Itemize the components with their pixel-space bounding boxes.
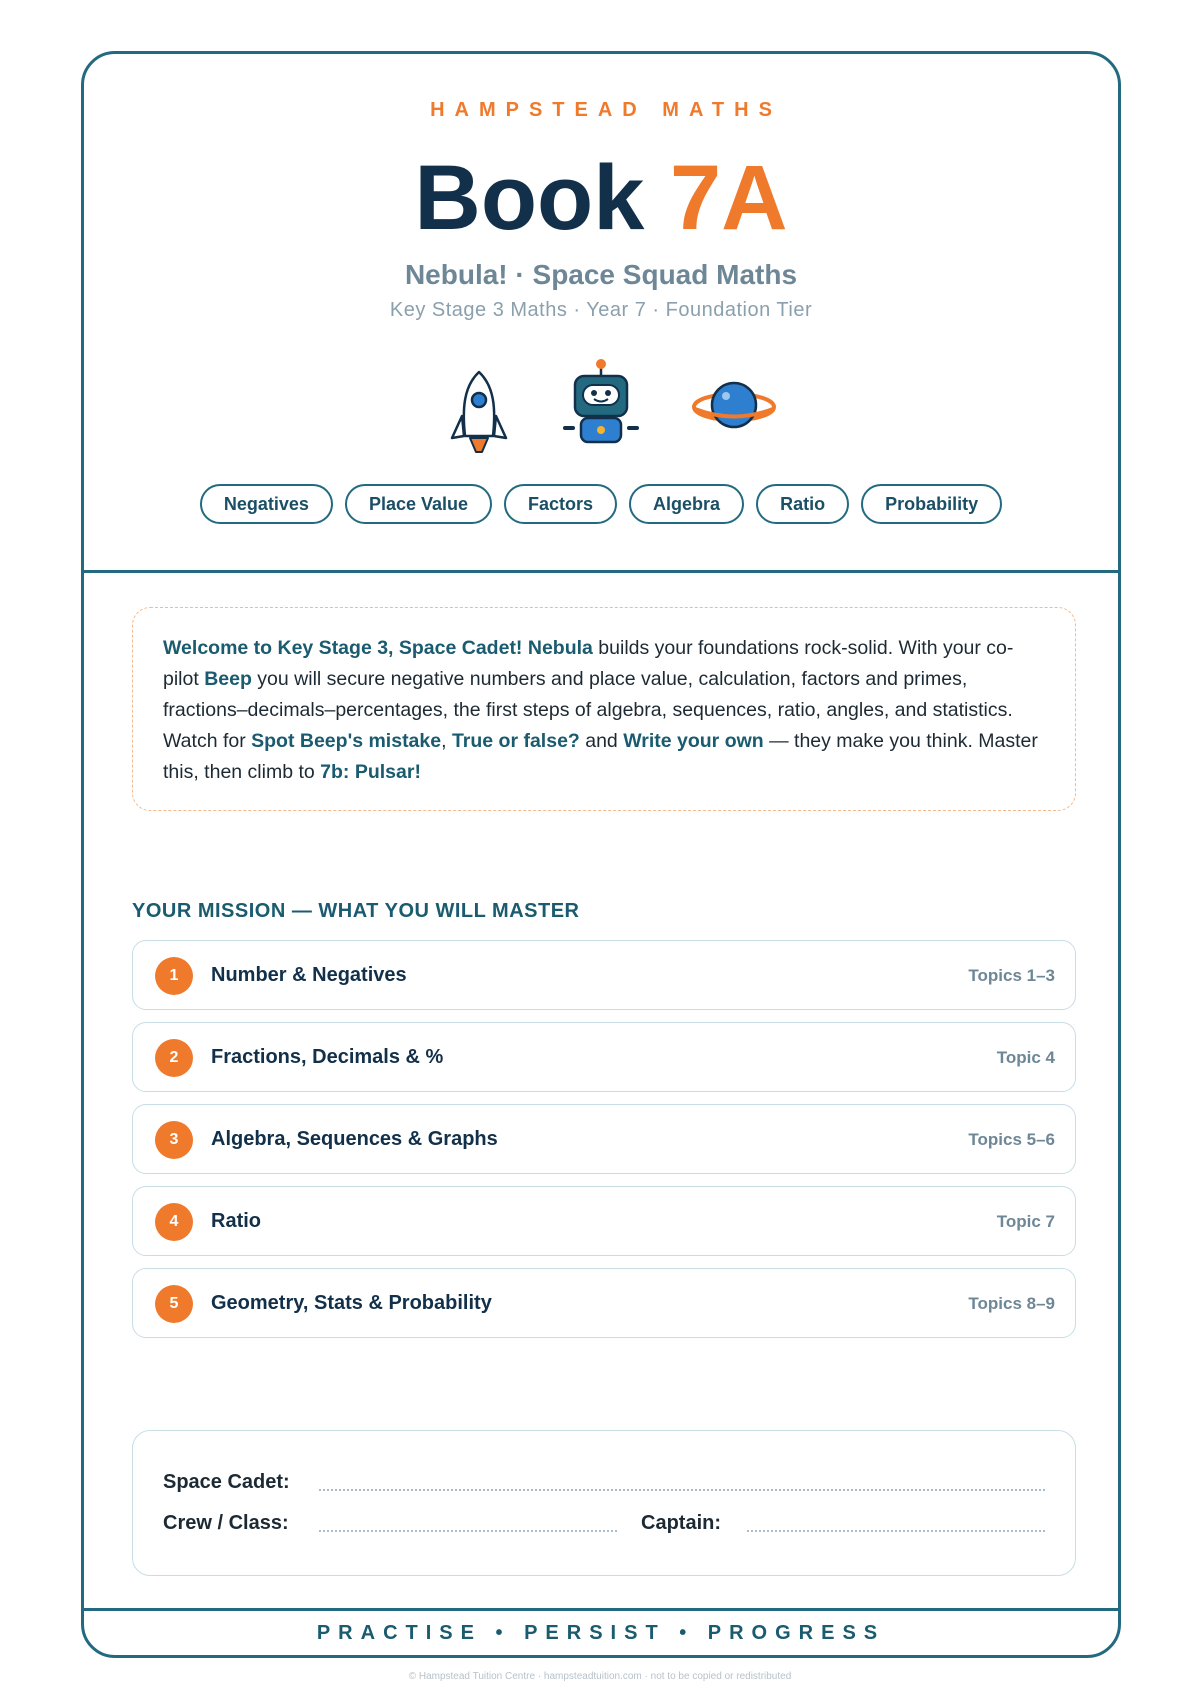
tag-algebra: Algebra [629,484,744,524]
footer-motto: PRACTISE • PERSIST • PROGRESS [316,1622,886,1644]
mission-item [132,1022,1076,1092]
mission-label: Geometry, Stats & Probability [211,1292,492,1314]
mission-label: Fractions, Decimals & % [211,1046,444,1068]
welcome-box [132,607,1076,811]
mission-topics: Topic 7 [996,1212,1055,1231]
captain-label: Captain: [641,1512,721,1534]
mission-topics: Topics 8–9 [968,1294,1055,1313]
hero-section [84,54,1118,570]
welcome-book-name: Nebula [527,637,593,659]
welcome-sep-1: , [441,730,452,752]
mission-item [132,940,1076,1010]
welcome-text-2: you will secure negative numbers and place value, calculation, factors and primes, fractions–decimals–percentages, the first steps of algebra, sequences, ratio, angles, and statistics. Watch for [163,668,1013,752]
welcome-feature-2: True or false? [451,730,580,752]
tag-probability: Probability [861,484,1002,524]
mission-number: 1 [155,957,193,995]
crew-write-line[interactable] [319,1530,617,1532]
book-word: Book [414,147,645,249]
divider-bottom [84,1608,1118,1611]
welcome-text-1: builds your foundations rock-solid. With your co-pilot [163,637,1014,690]
mission-title: YOUR MISSION — WHAT YOU WILL MASTER [132,900,580,922]
mission-item [132,1186,1076,1256]
book-code: 7A [669,147,788,249]
tag-ratio: Ratio [756,484,849,524]
welcome-feature-1: Spot Beep's mistake [251,730,442,752]
mission-number: 2 [155,1039,193,1077]
welcome-greeting: Welcome to Key Stage 3, Space Cadet! [163,637,523,659]
book-subtitle: Nebula! · Space Squad Maths [404,259,798,290]
mission-number: 3 [155,1121,193,1159]
crew-label: Crew / Class: [163,1512,289,1534]
mission-list [132,940,1076,1350]
mission-label: Number & Negatives [211,964,407,986]
welcome-sep-2: and [579,730,624,752]
mascot-icons [84,354,1118,464]
welcome-text-3: — they make you think. Master this, then climb to [163,730,1038,783]
name-fields-box [132,1430,1076,1576]
copyright-notice: © Hampstead Tuition Centre · hampsteadtuition.com · not to be copied or redistributed [408,1671,792,1682]
brand-name: HAMPSTEAD MATHS [430,99,782,121]
mission-topics: Topics 1–3 [968,966,1055,985]
tag-negatives: Negatives [200,484,333,524]
welcome-copilot: Beep [204,668,252,690]
captain-write-line[interactable] [747,1530,1045,1532]
book-title [84,147,1118,249]
mission-label: Algebra, Sequences & Graphs [211,1128,498,1150]
course-meta: Key Stage 3 Maths · Year 7 · Foundation Tier [389,299,813,321]
mission-topics: Topics 5–6 [968,1130,1055,1149]
planet-icon [688,376,780,436]
mission-number: 4 [155,1203,193,1241]
robot-icon [561,358,641,458]
mission-item [132,1268,1076,1338]
tag-place-value: Place Value [345,484,492,524]
mission-label: Ratio [211,1210,261,1232]
rocket-icon [446,368,512,456]
mission-item [132,1104,1076,1174]
cadet-write-line[interactable] [319,1489,1045,1491]
cadet-label: Space Cadet: [163,1471,290,1493]
mission-number: 5 [155,1285,193,1323]
welcome-feature-3: Write your own [623,730,764,752]
page-frame [81,51,1121,1658]
mission-topics: Topic 4 [996,1048,1055,1067]
welcome-next-book: 7b: Pulsar! [320,761,421,783]
tag-factors: Factors [504,484,617,524]
topic-tags [84,484,1118,524]
divider-top [84,570,1118,573]
